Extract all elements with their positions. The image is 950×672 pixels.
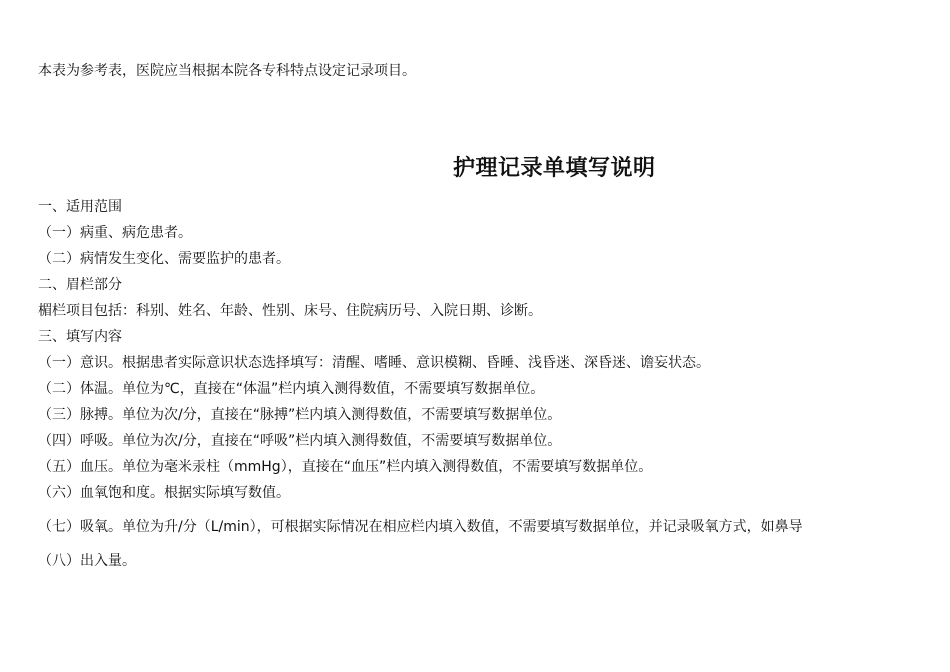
content-item-temperature: （二）体温。单位为℃，直接在“体温”栏内填入测得数值，不需要填写数据单位。 (38, 381, 545, 397)
content-item-oxygen-saturation: （六）血氧饱和度。根据实际填写数值。 (38, 485, 290, 501)
content-item-pulse: （三）脉搏。单位为次/分，直接在“脉搏”栏内填入测得数值，不需要填写数据单位。 (38, 407, 562, 423)
instruction-body (38, 194, 938, 574)
content-item-blood-pressure: （五）血压。单位为毫米汞柱（mmHg），直接在“血压”栏内填入测得数值，不需要填写数据单位。 (38, 459, 653, 475)
header-fields: 楣栏项目包括：科别、姓名、年龄、性别、床号、住院病历号、入院日期、诊断。 (38, 303, 542, 319)
content-item-intake-output: （八）出入量。 (38, 553, 136, 569)
section-heading-header: 二、眉栏部分 (38, 277, 122, 293)
section-heading-scope: 一、适用范围 (38, 199, 122, 215)
scope-item-2: （二）病情发生变化、需要监护的患者。 (38, 251, 290, 267)
content-item-oxygen-intake: （七）吸氧。单位为升/分（L/min），可根据实际情况在相应栏内填入数值，不需要填写数据单位，并记录吸氧方式，如鼻导 (38, 519, 803, 535)
document-title: 护理记录单填写说明 (453, 156, 656, 181)
content-item-respiration: （四）呼吸。单位为次/分，直接在“呼吸”栏内填入测得数值，不需要填写数据单位。 (38, 433, 562, 449)
scope-item-1: （一）病重、病危患者。 (38, 225, 192, 241)
section-heading-content: 三、填写内容 (38, 329, 122, 345)
content-item-consciousness: （一）意识。根据患者实际意识状态选择填写：清醒、嗜睡、意识模糊、昏睡、浅昏迷、深昏迷、谵妄状态。 (38, 355, 710, 371)
reference-note: 本表为参考表，医院应当根据本院各专科特点设定记录项目。 (38, 63, 416, 79)
